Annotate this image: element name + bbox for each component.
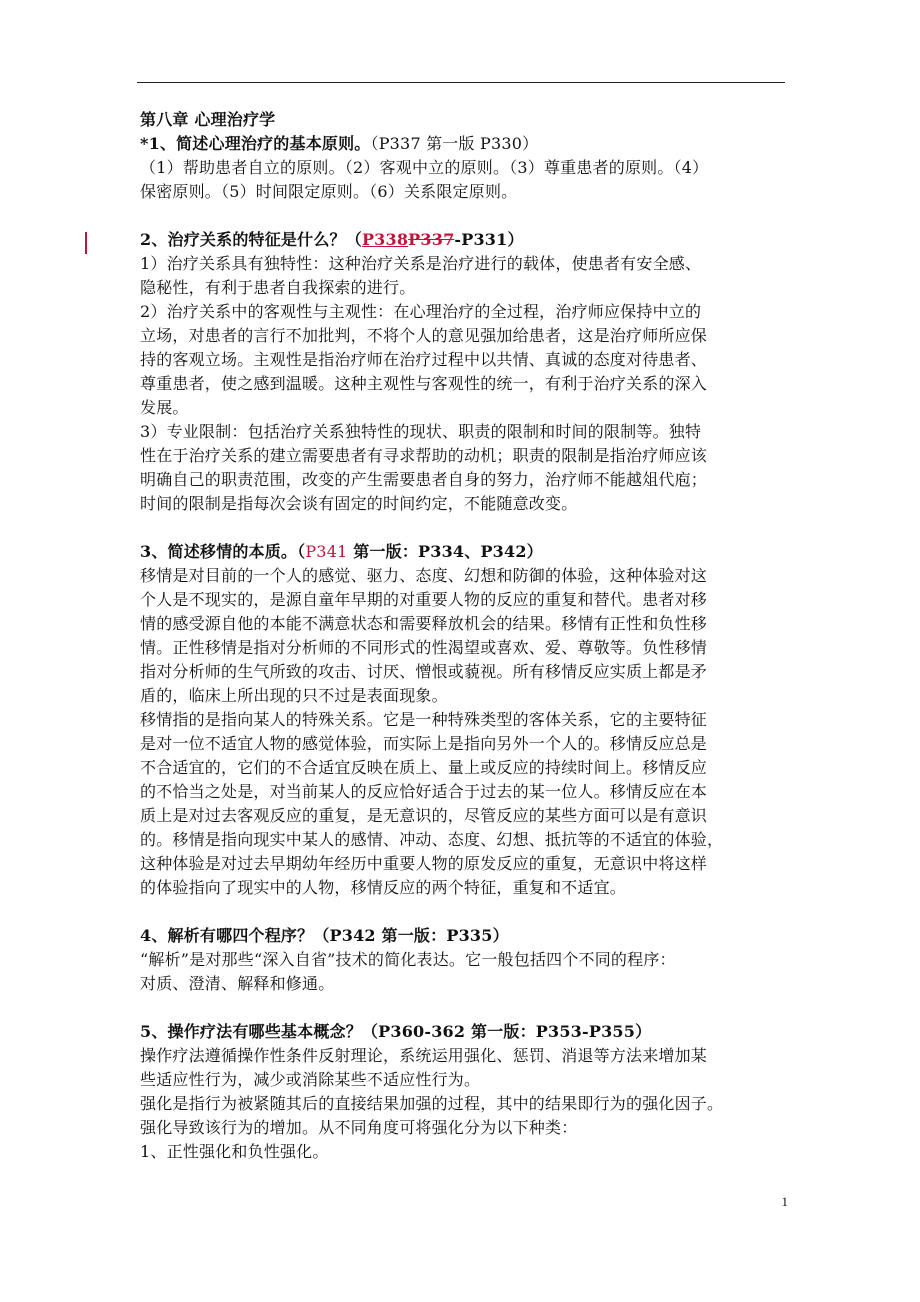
q3-line: 移情指的是指向某人的特殊关系。它是一种特殊类型的客体关系，它的主要特征 bbox=[140, 710, 708, 729]
q5-line: 操作疗法遵循操作性条件反射理论，系统运用强化、惩罚、消退等方法来增加某 bbox=[140, 1046, 708, 1065]
q2-ref-deleted: P337 bbox=[408, 230, 455, 249]
q3-line: 的。移情是指向现实中某人的感情、冲动、态度、幻想、抵抗等的不适宜的体验， bbox=[140, 830, 724, 849]
q3-line: 个人是不现实的，是源自童年早期的对重要人物的反应的重复和替代。患者对移 bbox=[140, 590, 708, 609]
q4-line: “解析”是对那些“深入自省”技术的简化表达。它一般包括四个不同的程序： bbox=[140, 950, 676, 969]
q1-line: （1）帮助患者自立的原则。（2）客观中立的原则。（3）尊重患者的原则。（4） bbox=[140, 158, 709, 177]
revision-change-bar bbox=[85, 232, 87, 254]
q1-ref: （P337 第一版 P330） bbox=[370, 134, 539, 153]
q4-line: 对质、澄清、解释和修通。 bbox=[140, 974, 335, 993]
q4-heading: 4、解析有哪四个程序？（P342 第一版：P335） bbox=[140, 926, 509, 945]
q3-line: 质上是对过去客观反应的重复，是无意识的，尽管反应的某些方面可以是有意识 bbox=[140, 806, 708, 825]
q3-line: 这种体验是对过去早期幼年经历中重要人物的原发反应的重复，无意识中将这样 bbox=[140, 854, 708, 873]
q2-line: 尊重患者，使之感到温暖。这种主观性与客观性的统一，有利于治疗关系的深入 bbox=[140, 374, 708, 393]
q3-line: 的体验指向了现实中的人物，移情反应的两个特征，重复和不适宜。 bbox=[140, 878, 627, 897]
q2-title: 2、治疗关系的特征是什么？（ bbox=[140, 230, 362, 249]
q2-ref-tail: -P331） bbox=[454, 230, 524, 249]
q2-line: 性在于治疗关系的建立需要患者有寻求帮助的动机；职责的限制是指治疗师应该 bbox=[140, 446, 708, 465]
q2-ref-inserted: P338 bbox=[361, 230, 409, 249]
q3-line: 的不恰当之处是，对当前某人的反应恰好适合于过去的某一位人。移情反应在本 bbox=[140, 782, 708, 801]
q3-title: 3、简述移情的本质。（ bbox=[140, 542, 306, 561]
q3-line: 情的感受源自他的本能不满意状态和需要释放机会的结果。移情有正性和负性移 bbox=[140, 614, 708, 633]
q3-ref-red: P341 bbox=[305, 542, 348, 561]
q1-line: 保密原则。（5）时间限定原则。（6）关系限定原则。 bbox=[140, 182, 518, 201]
q3-line: 是对一位不适宜人物的感觉体验，而实际上是指向另外一个人的。移情反应总是 bbox=[140, 734, 708, 753]
q1-heading bbox=[140, 132, 788, 156]
q3-line: 不合适宜的，它们的不合适宜反映在质上、量上或反应的持续时间上。移情反应 bbox=[140, 758, 708, 777]
q5-line: 些适应性行为，减少或消除某些不适应性行为。 bbox=[140, 1070, 481, 1089]
q2-line: 2）治疗关系中的客观性与主观性：在心理治疗的全过程，治疗师应保持中立的 bbox=[140, 302, 702, 321]
q2-heading bbox=[140, 228, 788, 252]
q5-heading: 5、操作疗法有哪些基本概念？（P360-362 第一版：P353-P355） bbox=[140, 1022, 652, 1041]
q5-line: 强化是指行为被紧随其后的直接结果加强的过程，其中的结果即行为的强化因子。 bbox=[140, 1094, 724, 1113]
document-body bbox=[140, 108, 788, 1164]
q3-line: 指对分析师的生气所致的攻击、讨厌、憎恨或藐视。所有移情反应实质上都是矛 bbox=[140, 662, 708, 681]
q1-title: *1、简述心理治疗的基本原则。 bbox=[140, 134, 371, 153]
q2-line: 隐秘性，有利于患者自我探索的进行。 bbox=[140, 278, 416, 297]
q2-line: 持的客观立场。主观性是指治疗师在治疗过程中以共情、真诚的态度对待患者、 bbox=[140, 350, 708, 369]
q3-ref-tail: 第一版：P334、P342） bbox=[347, 542, 543, 561]
q2-line: 发展。 bbox=[140, 398, 189, 417]
q3-line: 移情是对目前的一个人的感觉、驱力、态度、幻想和防御的体验，这种体验对这 bbox=[140, 566, 708, 585]
q2-line: 3）专业限制：包括治疗关系独特性的现状、职责的限制和时间的限制等。独特 bbox=[140, 422, 702, 441]
q2-line: 时间的限制是指每次会谈有固定的时间约定，不能随意改变。 bbox=[140, 494, 578, 513]
q5-line: 强化导致该行为的增加。从不同角度可将强化分为以下种类： bbox=[140, 1118, 578, 1137]
q3-line: 盾的，临床上所出现的只不过是表面现象。 bbox=[140, 686, 448, 705]
q3-line: 情。正性移情是指对分析师的不同形式的性渴望或喜欢、爱、尊敬等。负性移情 bbox=[140, 638, 708, 657]
page-number: 1 bbox=[781, 1194, 788, 1209]
q2-line: 1）治疗关系具有独特性：这种治疗关系是治疗进行的载体，使患者有安全感、 bbox=[140, 254, 702, 273]
q2-line: 立场，对患者的言行不加批判，不将个人的意见强加给患者，这是治疗师所应保 bbox=[140, 326, 708, 345]
q3-heading bbox=[140, 540, 788, 564]
q5-line: 1、正性强化和负性强化。 bbox=[140, 1142, 329, 1161]
header-rule bbox=[137, 82, 785, 83]
q2-line: 明确自己的职责范围，改变的产生需要患者自身的努力，治疗师不能越俎代庖； bbox=[140, 470, 708, 489]
chapter-title: 第八章 心理治疗学 bbox=[140, 110, 276, 129]
